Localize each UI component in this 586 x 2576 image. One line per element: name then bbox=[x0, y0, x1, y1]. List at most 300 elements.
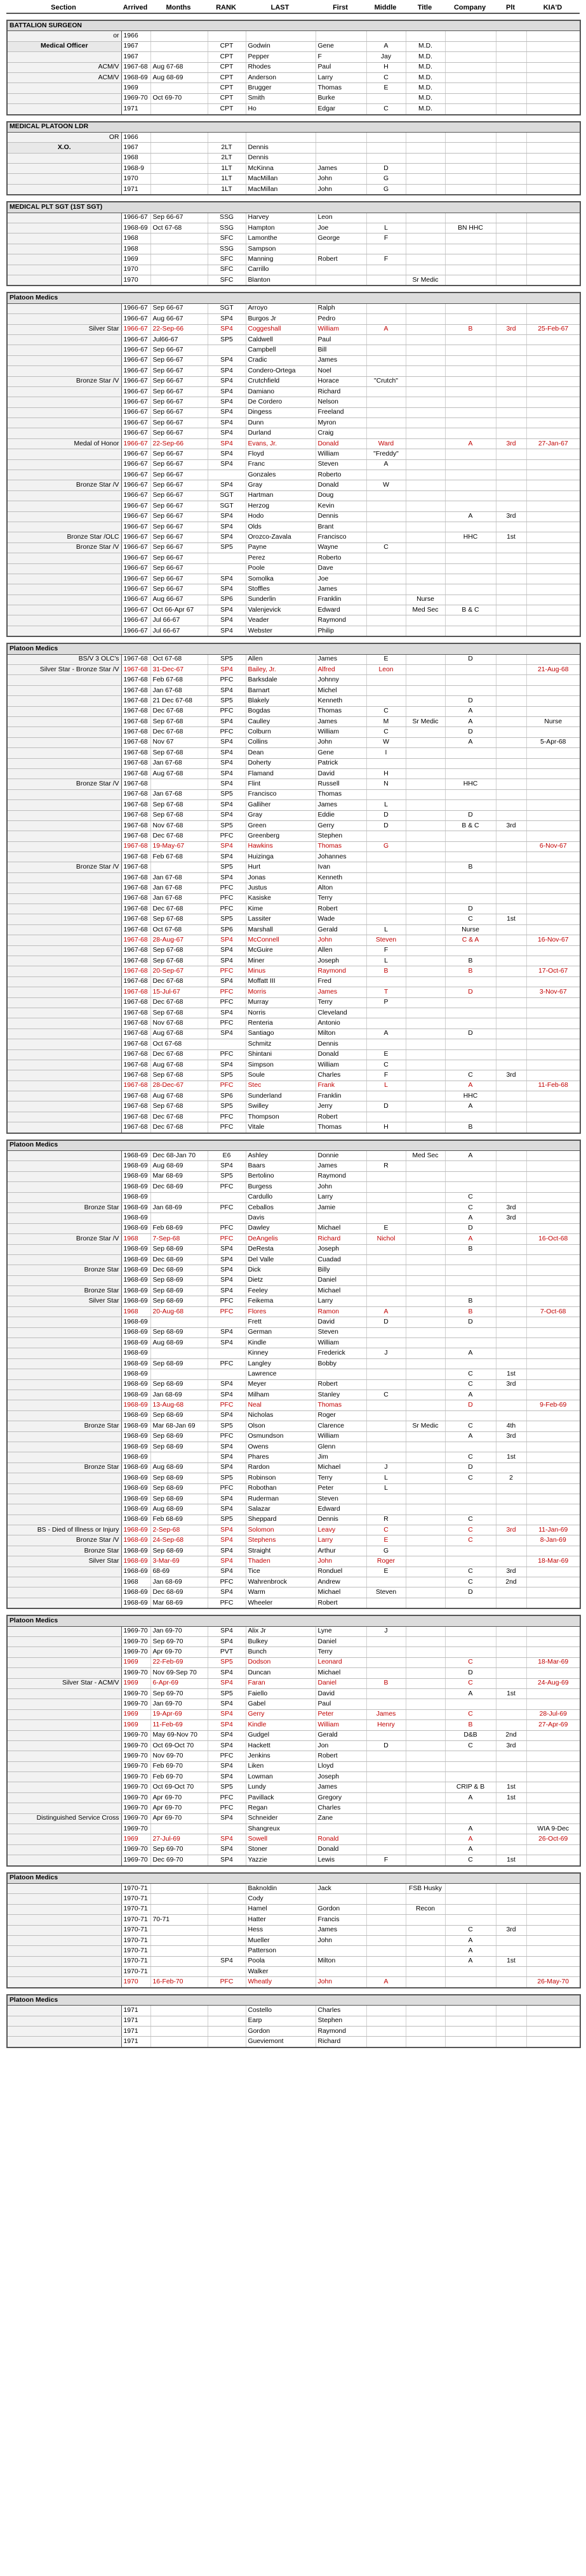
cell-middle bbox=[366, 1171, 406, 1181]
cell-kiad bbox=[526, 1894, 580, 1904]
cell-kiad bbox=[526, 1855, 580, 1866]
cell-months: Sep 68-69 bbox=[150, 1286, 208, 1296]
cell-title bbox=[406, 1192, 445, 1202]
cell-first: Wayne bbox=[316, 542, 366, 553]
cell-kiad bbox=[526, 470, 580, 480]
cell-last: Webster bbox=[246, 626, 316, 636]
cell-months: Sep 68-69 bbox=[150, 1275, 208, 1285]
cell-middle bbox=[366, 1275, 406, 1285]
cell-title bbox=[406, 1761, 445, 1771]
cell-arrived: 1967-68 bbox=[121, 737, 150, 747]
cell-rank: SP4 bbox=[208, 1028, 246, 1039]
cell-kiad bbox=[526, 1730, 580, 1740]
cell-kiad bbox=[526, 1915, 580, 1925]
award-label bbox=[7, 904, 121, 914]
cell-last: Damiano bbox=[246, 386, 316, 397]
cell-first: Michael bbox=[316, 1223, 366, 1233]
cell-middle bbox=[366, 1151, 406, 1161]
cell-middle bbox=[366, 1039, 406, 1049]
cell-title: Sr Medic bbox=[406, 717, 445, 727]
cell-last: Alix Jr bbox=[246, 1626, 316, 1636]
cell-middle bbox=[366, 1935, 406, 1945]
cell-arrived: 1969-70 bbox=[121, 1740, 150, 1751]
cell-last: Thompson bbox=[246, 1112, 316, 1122]
cell-rank: SP5 bbox=[208, 914, 246, 924]
cell-rank bbox=[208, 1904, 246, 1914]
cell-first: Donald bbox=[316, 1844, 366, 1855]
cell-title bbox=[406, 1730, 445, 1740]
cell-first: Charles bbox=[316, 1803, 366, 1813]
cell-plt: 1st bbox=[496, 1855, 526, 1866]
cell-kiad: 24-Aug-69 bbox=[526, 1678, 580, 1688]
cell-kiad bbox=[526, 459, 580, 470]
roster-row bbox=[7, 1473, 580, 1483]
cell-arrived: 1969 bbox=[121, 254, 150, 265]
cell-last: Tice bbox=[246, 1567, 316, 1577]
cell-plt bbox=[496, 1296, 526, 1306]
cell-middle bbox=[366, 1699, 406, 1709]
cell-title bbox=[406, 1390, 445, 1400]
cell-title bbox=[406, 233, 445, 244]
roster-row bbox=[7, 93, 580, 103]
roster-row-kia bbox=[7, 1306, 580, 1317]
cell-title bbox=[406, 366, 445, 376]
cell-months: Mar 68-Jan 69 bbox=[150, 1421, 208, 1431]
cell-title: FSB Husky bbox=[406, 1883, 445, 1893]
cell-title: M.D. bbox=[406, 52, 445, 62]
cell-title bbox=[406, 143, 445, 153]
cell-kiad bbox=[526, 376, 580, 386]
cell-middle: Steven bbox=[366, 935, 406, 945]
cell-months: Dec 68-69 bbox=[150, 1265, 208, 1275]
cell-middle bbox=[366, 93, 406, 103]
cell-rank: SP4 bbox=[208, 1813, 246, 1824]
cell-first: Joe bbox=[316, 574, 366, 584]
cell-middle bbox=[366, 1925, 406, 1935]
cell-plt bbox=[496, 72, 526, 82]
cell-middle bbox=[366, 2037, 406, 2047]
header-months: Months bbox=[150, 3, 207, 13]
cell-kiad: 5-Apr-68 bbox=[526, 737, 580, 747]
award-label bbox=[7, 1925, 121, 1935]
cell-last: Wahrenbrock bbox=[246, 1577, 316, 1587]
cell-rank: SP4 bbox=[208, 1008, 246, 1018]
roster-row bbox=[7, 254, 580, 265]
roster-row bbox=[7, 1254, 580, 1265]
cell-title: Sr Medic bbox=[406, 275, 445, 286]
cell-company bbox=[445, 675, 496, 685]
cell-middle bbox=[366, 1431, 406, 1442]
cell-title bbox=[406, 501, 445, 511]
roster-row bbox=[7, 1904, 580, 1914]
cell-last: German bbox=[246, 1327, 316, 1337]
cell-kiad bbox=[526, 334, 580, 345]
cell-company: A bbox=[445, 1101, 496, 1112]
cell-middle bbox=[366, 355, 406, 365]
cell-kiad bbox=[526, 490, 580, 501]
cell-rank: PFC bbox=[208, 883, 246, 893]
award-label bbox=[7, 1803, 121, 1813]
cell-middle bbox=[366, 490, 406, 501]
cell-months: Aug 68-69 bbox=[150, 72, 208, 82]
cell-plt bbox=[496, 93, 526, 103]
cell-plt bbox=[496, 132, 526, 142]
cell-arrived: 1970-71 bbox=[121, 1935, 150, 1945]
cell-rank: SP4 bbox=[208, 665, 246, 675]
cell-arrived: 1967-68 bbox=[121, 1049, 150, 1060]
cell-kiad: 26-Oct-69 bbox=[526, 1834, 580, 1844]
award-label bbox=[7, 1587, 121, 1598]
cell-kiad bbox=[526, 1462, 580, 1473]
cell-company: B bbox=[445, 862, 496, 872]
roster-row bbox=[7, 1442, 580, 1452]
cell-company bbox=[445, 52, 496, 62]
award-label bbox=[7, 233, 121, 244]
cell-arrived: 1969-70 bbox=[121, 1855, 150, 1866]
cell-arrived: 1967-68 bbox=[121, 956, 150, 966]
cell-plt bbox=[496, 1161, 526, 1171]
cell-first: Burke bbox=[316, 93, 366, 103]
cell-last: DeResta bbox=[246, 1244, 316, 1254]
cell-kiad bbox=[526, 831, 580, 841]
cell-rank: SP4 bbox=[208, 1286, 246, 1296]
cell-company bbox=[445, 83, 496, 93]
award-label bbox=[7, 820, 121, 831]
cell-middle bbox=[366, 893, 406, 904]
roster-row bbox=[7, 449, 580, 459]
award-label bbox=[7, 1317, 121, 1327]
cell-company bbox=[445, 334, 496, 345]
cell-middle: L bbox=[366, 1081, 406, 1091]
cell-last: Bulkey bbox=[246, 1636, 316, 1646]
cell-kiad bbox=[526, 265, 580, 275]
cell-last: Bunch bbox=[246, 1647, 316, 1657]
cell-months: Sep 66-67 bbox=[150, 511, 208, 522]
roster-row bbox=[7, 654, 580, 664]
cell-last: Patterson bbox=[246, 1946, 316, 1956]
cell-plt bbox=[496, 1935, 526, 1945]
roster-row bbox=[7, 1844, 580, 1855]
roster-row bbox=[7, 1647, 580, 1657]
cell-title bbox=[406, 956, 445, 966]
cell-months: Dec 67-68 bbox=[150, 831, 208, 841]
cell-title bbox=[406, 1473, 445, 1483]
roster-row bbox=[7, 213, 580, 223]
cell-arrived: 1970 bbox=[121, 275, 150, 286]
cell-middle: C bbox=[366, 72, 406, 82]
cell-company: D bbox=[445, 1462, 496, 1473]
cell-rank: SP4 bbox=[208, 1668, 246, 1678]
cell-months: 22-Feb-69 bbox=[150, 1657, 208, 1667]
cell-kiad bbox=[526, 1049, 580, 1060]
cell-months: Sep 68-69 bbox=[150, 1327, 208, 1337]
cell-rank: SP5 bbox=[208, 1101, 246, 1112]
cell-rank: SP4 bbox=[208, 532, 246, 542]
cell-title bbox=[406, 841, 445, 851]
cell-kiad bbox=[526, 779, 580, 789]
cell-company: D bbox=[445, 1587, 496, 1598]
cell-middle bbox=[366, 1213, 406, 1223]
roster-row-kia bbox=[7, 966, 580, 976]
roster-row bbox=[7, 1348, 580, 1358]
section-title-row bbox=[7, 292, 580, 303]
cell-middle: R bbox=[366, 1515, 406, 1525]
cell-title bbox=[406, 1556, 445, 1567]
cell-title bbox=[406, 1442, 445, 1452]
cell-plt bbox=[496, 1410, 526, 1421]
cell-first: Edward bbox=[316, 1504, 366, 1515]
cell-last: Sunderland bbox=[246, 1091, 316, 1101]
header-arrived: Arrived bbox=[121, 3, 150, 13]
cell-title bbox=[406, 386, 445, 397]
cell-months: Aug 67-68 bbox=[150, 62, 208, 72]
cell-months: Jan 67-68 bbox=[150, 893, 208, 904]
cell-first bbox=[316, 153, 366, 163]
cell-company bbox=[445, 184, 496, 195]
cell-rank: E6 bbox=[208, 1151, 246, 1161]
cell-first: Cleveland bbox=[316, 1008, 366, 1018]
roster-row-kia bbox=[7, 1834, 580, 1844]
cell-first: Jamie bbox=[316, 1202, 366, 1212]
cell-months bbox=[150, 1369, 208, 1379]
award-label bbox=[7, 184, 121, 195]
cell-months: Sep 66-67 bbox=[150, 355, 208, 365]
award-label bbox=[7, 265, 121, 275]
cell-rank bbox=[208, 2016, 246, 2026]
award-label bbox=[7, 696, 121, 706]
roster-row bbox=[7, 1101, 580, 1112]
cell-rank: SP4 bbox=[208, 1275, 246, 1285]
cell-kiad bbox=[526, 1904, 580, 1914]
cell-last: Santiago bbox=[246, 1028, 316, 1039]
cell-company bbox=[445, 976, 496, 987]
cell-last: Crutchfield bbox=[246, 376, 316, 386]
roster-row-kia bbox=[7, 1720, 580, 1730]
roster-row bbox=[7, 1379, 580, 1390]
cell-last: Baars bbox=[246, 1161, 316, 1171]
cell-first: William bbox=[316, 1338, 366, 1348]
award-label bbox=[7, 1483, 121, 1494]
cell-plt: 3rd bbox=[496, 1070, 526, 1081]
roster-row-kia bbox=[7, 1400, 580, 1410]
roster-row bbox=[7, 1431, 580, 1442]
cell-title bbox=[406, 314, 445, 324]
cell-plt bbox=[496, 626, 526, 636]
award-label bbox=[7, 1782, 121, 1792]
award-label bbox=[7, 737, 121, 747]
roster-row bbox=[7, 153, 580, 163]
award-label bbox=[7, 1091, 121, 1101]
cell-arrived: 1967-68 bbox=[121, 935, 150, 945]
cell-middle: Ward bbox=[366, 438, 406, 449]
cell-first: Donald bbox=[316, 438, 366, 449]
roster-row bbox=[7, 1577, 580, 1587]
cell-plt bbox=[496, 706, 526, 716]
cell-title bbox=[406, 1008, 445, 1018]
cell-months: Sep 67-68 bbox=[150, 1101, 208, 1112]
cell-rank: SP4 bbox=[208, 1772, 246, 1782]
cell-rank: PFC bbox=[208, 966, 246, 976]
cell-months: Jan 67-68 bbox=[150, 685, 208, 695]
cell-rank bbox=[208, 2027, 246, 2037]
cell-months: Dec 67-68 bbox=[150, 1122, 208, 1133]
cell-plt bbox=[496, 1151, 526, 1161]
roster-row bbox=[7, 1070, 580, 1081]
cell-company: A bbox=[445, 1151, 496, 1161]
award-label bbox=[7, 1122, 121, 1133]
award-label bbox=[7, 1008, 121, 1018]
cell-kiad bbox=[526, 872, 580, 883]
cell-arrived: 1966-67 bbox=[121, 626, 150, 636]
roster-row bbox=[7, 522, 580, 532]
award-label bbox=[7, 1275, 121, 1285]
roster-row bbox=[7, 810, 580, 820]
cell-title bbox=[406, 872, 445, 883]
cell-plt: 3rd bbox=[496, 1202, 526, 1212]
cell-arrived: 1969-70 bbox=[121, 1636, 150, 1646]
cell-kiad: Nurse bbox=[526, 717, 580, 727]
cell-title bbox=[406, 1977, 445, 1988]
cell-first: Ralph bbox=[316, 303, 366, 313]
cell-plt bbox=[496, 1008, 526, 1018]
cell-arrived: 1967-68 bbox=[121, 1039, 150, 1049]
cell-company bbox=[445, 459, 496, 470]
cell-kiad bbox=[526, 449, 580, 459]
roster-row bbox=[7, 1358, 580, 1369]
cell-last: Olds bbox=[246, 522, 316, 532]
cell-first: Zane bbox=[316, 1813, 366, 1824]
cell-last: Blanton bbox=[246, 275, 316, 286]
cell-title bbox=[406, 1587, 445, 1598]
cell-middle: Jay bbox=[366, 52, 406, 62]
cell-arrived: 1968-69 bbox=[121, 1556, 150, 1567]
award-label bbox=[7, 314, 121, 324]
cell-rank: SP4 bbox=[208, 449, 246, 459]
cell-title bbox=[406, 1915, 445, 1925]
cell-months: 31-Dec-67 bbox=[150, 665, 208, 675]
cell-kiad bbox=[526, 574, 580, 584]
cell-first bbox=[316, 1369, 366, 1379]
cell-last: Shangreux bbox=[246, 1824, 316, 1834]
cell-middle bbox=[366, 852, 406, 862]
cell-last: Coggeshall bbox=[246, 324, 316, 334]
cell-first: Raymond bbox=[316, 966, 366, 976]
cell-company: C bbox=[445, 1657, 496, 1667]
cell-rank bbox=[208, 1935, 246, 1945]
cell-last: Wheatly bbox=[246, 1977, 316, 1988]
cell-title bbox=[406, 893, 445, 904]
cell-company: A bbox=[445, 706, 496, 716]
cell-plt bbox=[496, 1462, 526, 1473]
cell-arrived: 1967-68 bbox=[121, 852, 150, 862]
cell-kiad bbox=[526, 1452, 580, 1462]
award-label bbox=[7, 2006, 121, 2016]
cell-rank: PFC bbox=[208, 675, 246, 685]
cell-middle: J bbox=[366, 1462, 406, 1473]
cell-months: Nov 67 bbox=[150, 737, 208, 747]
cell-title bbox=[406, 418, 445, 428]
cell-months: Sep 69-70 bbox=[150, 1636, 208, 1646]
cell-last: Wheeler bbox=[246, 1598, 316, 1608]
cell-title bbox=[406, 685, 445, 695]
cell-first: Billy bbox=[316, 1265, 366, 1275]
cell-company: D&B bbox=[445, 1730, 496, 1740]
roster-row bbox=[7, 1060, 580, 1070]
cell-title bbox=[406, 1039, 445, 1049]
roster-row bbox=[7, 904, 580, 914]
cell-title bbox=[406, 987, 445, 997]
cell-first: Noel bbox=[316, 366, 366, 376]
cell-title bbox=[406, 470, 445, 480]
header-plt: Plt bbox=[495, 3, 526, 13]
award-label bbox=[7, 831, 121, 841]
cell-middle bbox=[366, 303, 406, 313]
cell-middle bbox=[366, 563, 406, 574]
cell-rank: SP4 bbox=[208, 459, 246, 470]
award-label: Bronze Star bbox=[7, 1421, 121, 1431]
cell-arrived: 1967-68 bbox=[121, 696, 150, 706]
cell-rank: SP5 bbox=[208, 862, 246, 872]
cell-kiad bbox=[526, 675, 580, 685]
cell-kiad bbox=[526, 2027, 580, 2037]
cell-plt bbox=[496, 355, 526, 365]
cell-months bbox=[150, 184, 208, 195]
section-table bbox=[6, 1140, 581, 1610]
cell-company: B bbox=[445, 956, 496, 966]
cell-title bbox=[406, 1028, 445, 1039]
cell-first: Peter bbox=[316, 1709, 366, 1719]
cell-rank: SP4 bbox=[208, 1761, 246, 1771]
cell-first: John bbox=[316, 737, 366, 747]
cell-kiad bbox=[526, 1018, 580, 1028]
roster-row bbox=[7, 1598, 580, 1608]
cell-plt bbox=[496, 1556, 526, 1567]
cell-last: Davis bbox=[246, 1213, 316, 1223]
cell-kiad bbox=[526, 1546, 580, 1556]
award-label bbox=[7, 935, 121, 945]
cell-middle: "Crutch" bbox=[366, 376, 406, 386]
cell-rank: SP4 bbox=[208, 605, 246, 615]
cell-rank bbox=[208, 1967, 246, 1977]
cell-title bbox=[406, 665, 445, 675]
cell-title bbox=[406, 153, 445, 163]
cell-company: A bbox=[445, 1935, 496, 1945]
cell-company bbox=[445, 758, 496, 768]
roster-row-kia bbox=[7, 1657, 580, 1667]
cell-last: Renteria bbox=[246, 1018, 316, 1028]
cell-months bbox=[150, 1904, 208, 1914]
cell-last: Valenjevick bbox=[246, 605, 316, 615]
cell-kiad bbox=[526, 1286, 580, 1296]
cell-plt bbox=[496, 254, 526, 265]
cell-last: Costello bbox=[246, 2006, 316, 2016]
cell-middle bbox=[366, 532, 406, 542]
cell-title bbox=[406, 553, 445, 563]
cell-plt bbox=[496, 1946, 526, 1956]
cell-months: Aug 67-68 bbox=[150, 1028, 208, 1039]
cell-plt bbox=[496, 62, 526, 72]
cell-company bbox=[445, 768, 496, 779]
cell-rank: SP4 bbox=[208, 574, 246, 584]
cell-first bbox=[316, 244, 366, 254]
header-last: LAST bbox=[245, 3, 315, 13]
award-label bbox=[7, 1338, 121, 1348]
cell-company bbox=[445, 1813, 496, 1824]
cell-rank: SP4 bbox=[208, 1452, 246, 1462]
roster-row bbox=[7, 459, 580, 470]
cell-rank: SP4 bbox=[208, 324, 246, 334]
cell-first: Joseph bbox=[316, 1772, 366, 1782]
